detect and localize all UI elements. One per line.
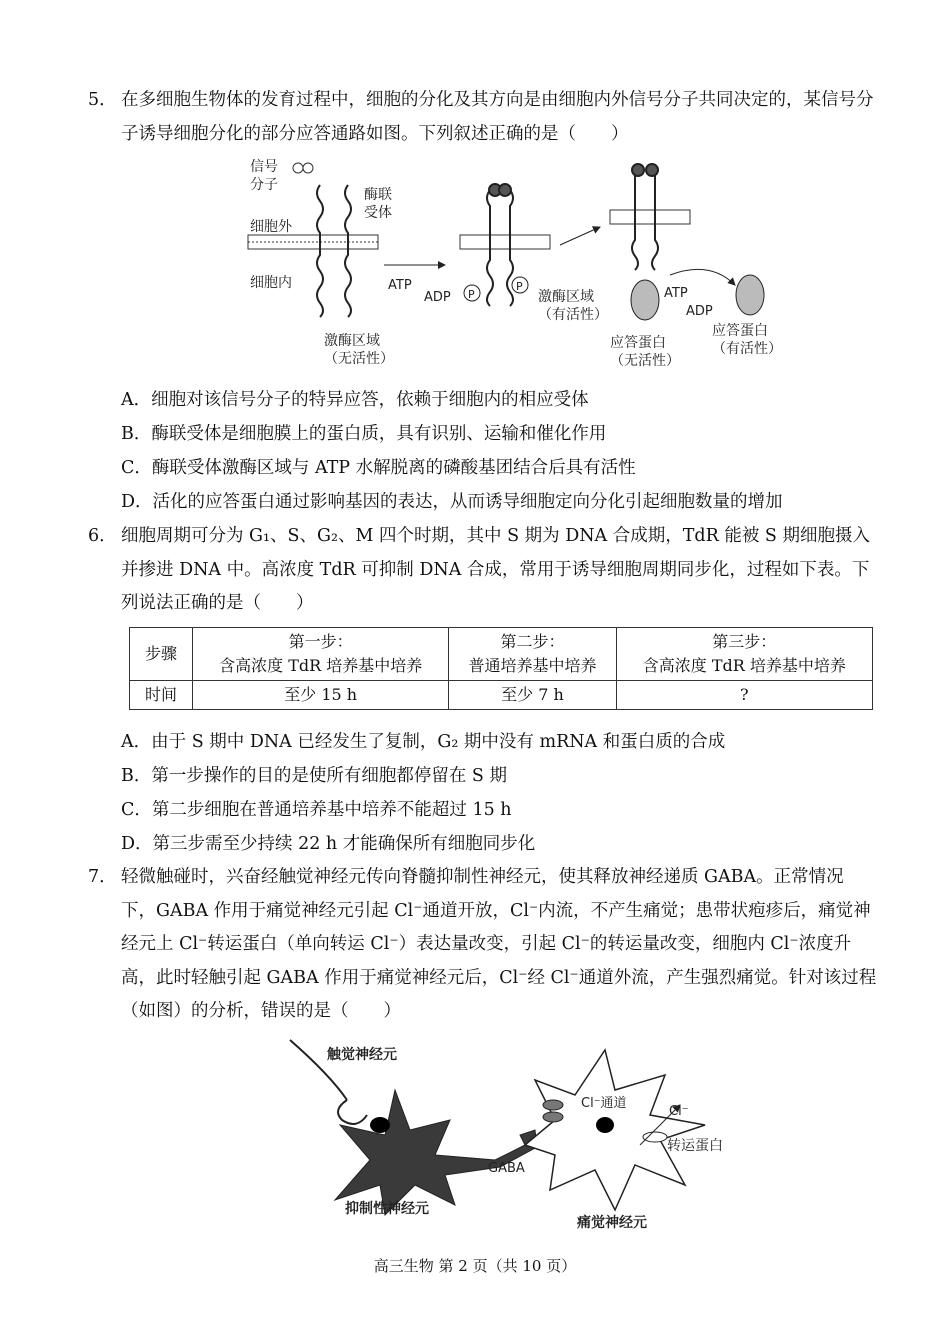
table-cell xyxy=(449,628,616,681)
question-stem: 细胞周期可分为 G₁、S、G₂、M 四个时期，其中 S 期为 DNA 合成期，TdR 能被 S 期细胞摄入并掺进 DNA 中。高浓度 TdR 可抑制 DNA 合成，常用于诱导细胞周期同步化，过程如下表。下列说法正确的是（ ） xyxy=(121,526,870,613)
label-kinase-active: 激酶区域（有活性） xyxy=(538,289,608,324)
phosphate-label: P xyxy=(468,288,475,301)
label-transporter: 转运蛋白 xyxy=(667,1138,723,1154)
q5-option-b: B．酶联受体是细胞膜上的蛋白质，具有识别、运输和催化作用 xyxy=(121,424,607,444)
label-signal: 信号分子 xyxy=(250,159,278,194)
phosphate-label: P xyxy=(516,280,523,293)
question-7 xyxy=(88,861,878,1029)
label-response-inactive: 应答蛋白（无活性） xyxy=(610,335,680,370)
transporter-icon xyxy=(643,1132,667,1142)
touch-neuron-terminal xyxy=(338,1100,367,1124)
label-atp-2: ATP xyxy=(664,286,688,301)
question-number: 5． xyxy=(88,90,117,110)
q5-option-a: A．细胞对该信号分子的特异应答，依赖于细胞内的相应受体 xyxy=(121,390,589,410)
question-stem: 轻微触碰时，兴奋经触觉神经元传向脊髓抑制性神经元，使其释放神经递质 GABA。正常情况下，GABA 作用于痛觉神经元引起 Cl⁻通道开放，Cl⁻内流，不产生痛觉；患带状疱疹后，痛觉神经元上 Cl⁻转运蛋白（单向转运 Cl⁻）表达量改变，引起 Cl⁻的转运量改变，细胞内 Cl⁻浓度升高，此时轻触引起 GABA 作用于痛觉神经元后，Cl⁻经 Cl⁻通道外流，产生强烈痛觉。针对该过程（如图）的分析，错误的是（ ） xyxy=(121,867,877,1021)
label-pain-neuron: 痛觉神经元 xyxy=(577,1215,647,1231)
q5-option-c: C．酶联受体激酶区域与 ATP 水解脱离的磷酸基团结合后具有活性 xyxy=(121,458,636,478)
table-cell: 时间 xyxy=(130,681,193,710)
arrow-2 xyxy=(560,227,600,245)
nucleus xyxy=(370,1117,390,1133)
question-stem: 在多细胞生物体的发育过程中，细胞的分化及其方向是由细胞内外信号分子共同决定的，某信号分子诱导细胞分化的部分应答通路如图。下列叙述正确的是（ ） xyxy=(121,90,874,144)
table-cell: 至少 7 h xyxy=(449,681,616,710)
q6-option-c: C．第二步细胞在普通培养基中培养不能超过 15 h xyxy=(121,800,512,820)
q6-option-d: D．第三步需至少持续 22 h 才能确保所有细胞同步化 xyxy=(121,834,536,854)
cl-channel-icon xyxy=(543,1100,563,1110)
label-cl-channel: Cl⁻通道 xyxy=(581,1096,627,1111)
label-inside: 细胞内 xyxy=(250,275,292,291)
table-cell: 至少 15 h xyxy=(193,681,449,710)
signal-pathway-figure xyxy=(240,155,800,375)
cell-membrane-3 xyxy=(610,210,690,224)
cl-channel-icon xyxy=(543,1112,563,1122)
q6-option-b: B．第一步操作的目的是使所有细胞都停留在 S 期 xyxy=(121,766,507,786)
step-title: 第二步： xyxy=(500,632,565,651)
enzyme-receptor-active xyxy=(632,164,658,270)
enzyme-receptor-phosphorylated xyxy=(487,184,513,306)
label-gaba: GABA xyxy=(488,1161,525,1176)
enzyme-receptor-inactive xyxy=(317,185,351,317)
table-cell: ? xyxy=(616,681,872,710)
signal-molecule-icon xyxy=(293,163,313,173)
cell-membrane xyxy=(248,235,378,249)
label-response-active: 应答蛋白（有活性） xyxy=(712,323,782,358)
label-inhibitory-neuron: 抑制性神经元 xyxy=(345,1201,429,1217)
sync-steps-table xyxy=(129,627,873,710)
q6-option-a: A．由于 S 期中 DNA 已经发生了复制，G₂ 期中没有 mRNA 和蛋白质的合成 xyxy=(121,732,726,752)
page-footer: 高三生物 第 2 页（共 10 页） xyxy=(373,1257,577,1275)
step-title: 第三步： xyxy=(712,632,777,651)
table-cell: 步骤 xyxy=(130,628,193,681)
table-row xyxy=(130,628,873,681)
neuron-figure xyxy=(285,1035,755,1235)
label-cl-ion: Cl⁻ xyxy=(669,1104,689,1119)
inhibitory-neuron xyxy=(335,1090,537,1215)
label-atp-1: ATP xyxy=(388,278,412,293)
arrow-3 xyxy=(670,269,735,285)
q5-option-d: D．活化的应答蛋白通过影响基因的表达，从而诱导细胞定向分化引起细胞数量的增加 xyxy=(121,492,783,512)
step-desc: 含高浓度 TdR 培养基中培养 xyxy=(219,656,423,675)
cell-membrane-2 xyxy=(460,235,550,249)
label-adp-2: ADP xyxy=(686,304,713,319)
question-6 xyxy=(88,520,878,621)
question-5 xyxy=(88,84,878,151)
label-receptor: 酶联受体 xyxy=(364,187,392,222)
label-adp-1: ADP xyxy=(424,290,451,305)
table-cell xyxy=(193,628,449,681)
response-protein-active xyxy=(736,275,764,315)
table-cell xyxy=(616,628,872,681)
table-row xyxy=(130,681,873,710)
step-title: 第一步： xyxy=(288,632,353,651)
label-touch-neuron: 触觉神经元 xyxy=(327,1047,397,1063)
step-desc: 含高浓度 TdR 培养基中培养 xyxy=(642,656,846,675)
label-outside: 细胞外 xyxy=(250,219,292,235)
pain-neuron xyxy=(525,1050,705,1210)
nucleus xyxy=(596,1117,614,1133)
question-number: 6． xyxy=(88,526,117,546)
question-number: 7． xyxy=(88,867,117,887)
label-kinase-inactive: 激酶区域（无活性） xyxy=(324,333,394,368)
response-protein-inactive xyxy=(631,280,659,320)
step-desc: 普通培养基中培养 xyxy=(468,656,597,675)
